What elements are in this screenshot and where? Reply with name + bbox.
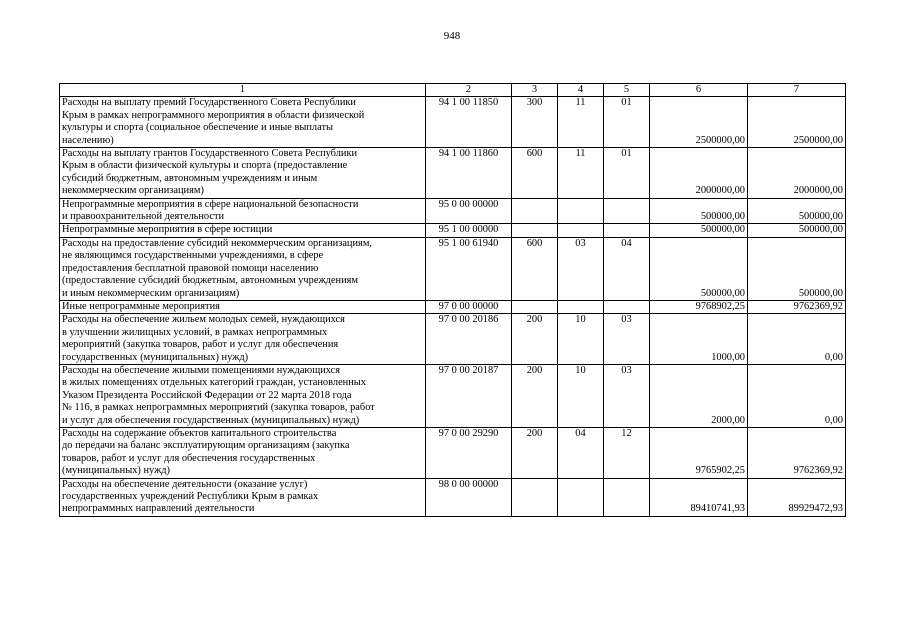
table-row [60, 364, 846, 427]
header-cell-3: 3 [512, 84, 558, 97]
table-row [60, 314, 846, 365]
target-article-code-cell: 97 0 00 20187 [426, 364, 512, 427]
expense-type-cell [512, 478, 558, 516]
expense-name-cell: Непрограммные мероприятия в сфере национальной безопасности и правоохранительной деятельности [60, 198, 426, 224]
amount-year-1-cell: 2000000,00 [650, 148, 748, 199]
expense-name-cell: Расходы на содержание объектов капитального строительства до передачи на баланс эксплуатирующим организациям (закупка товаров, работ и услуг для обеспечения государственных (муниципальных) нужд) [60, 427, 426, 478]
header-cell-5: 5 [604, 84, 650, 97]
amount-year-1-cell: 2500000,00 [650, 97, 748, 148]
section-cell [558, 198, 604, 224]
section-cell: 04 [558, 427, 604, 478]
expense-type-cell: 200 [512, 427, 558, 478]
subsection-cell [604, 224, 650, 237]
header-cell-2: 2 [426, 84, 512, 97]
header-cell-1: 1 [60, 84, 426, 97]
expense-type-cell [512, 224, 558, 237]
amount-year-1-cell: 89410741,93 [650, 478, 748, 516]
budget-table [59, 83, 846, 517]
subsection-cell [604, 478, 650, 516]
target-article-code-cell: 95 1 00 00000 [426, 224, 512, 237]
amount-year-1-cell: 500000,00 [650, 198, 748, 224]
amount-year-2-cell: 0,00 [748, 314, 846, 365]
table-row [60, 300, 846, 313]
section-cell [558, 224, 604, 237]
amount-year-1-cell: 1000,00 [650, 314, 748, 365]
amount-year-1-cell: 500000,00 [650, 237, 748, 300]
expense-name-cell: Расходы на обеспечение жилыми помещениями нуждающихся в жилых помещениях отдельных категорий граждан, установленных Указом Президента Российской Федерации от 22 марта 2018 года № 116, в рамках непрограммных мероприятий (закупка товаров, работ и услуг для обеспечения государственных (муниципальных) нужд) [60, 364, 426, 427]
header-cell-4: 4 [558, 84, 604, 97]
header-cell-6: 6 [650, 84, 748, 97]
subsection-cell [604, 300, 650, 313]
amount-year-2-cell: 0,00 [748, 364, 846, 427]
section-cell: 03 [558, 237, 604, 300]
target-article-code-cell: 94 1 00 11850 [426, 97, 512, 148]
amount-year-1-cell: 9768902,25 [650, 300, 748, 313]
amount-year-2-cell: 89929472,93 [748, 478, 846, 516]
amount-year-2-cell: 500000,00 [748, 237, 846, 300]
subsection-cell: 12 [604, 427, 650, 478]
amount-year-2-cell: 500000,00 [748, 224, 846, 237]
table-row [60, 97, 846, 148]
amount-year-2-cell: 2500000,00 [748, 97, 846, 148]
table-header-row [60, 84, 846, 97]
subsection-cell: 01 [604, 97, 650, 148]
section-cell [558, 300, 604, 313]
header-cell-7: 7 [748, 84, 846, 97]
amount-year-2-cell: 9762369,92 [748, 427, 846, 478]
amount-year-2-cell: 9762369,92 [748, 300, 846, 313]
table-row [60, 478, 846, 516]
table-row [60, 427, 846, 478]
page-number: 948 [443, 30, 461, 42]
amount-year-1-cell: 2000,00 [650, 364, 748, 427]
subsection-cell [604, 198, 650, 224]
subsection-cell: 04 [604, 237, 650, 300]
target-article-code-cell: 97 0 00 00000 [426, 300, 512, 313]
amount-year-1-cell: 500000,00 [650, 224, 748, 237]
target-article-code-cell: 97 0 00 29290 [426, 427, 512, 478]
subsection-cell: 03 [604, 364, 650, 427]
target-article-code-cell: 98 0 00 00000 [426, 478, 512, 516]
section-cell: 11 [558, 97, 604, 148]
expense-name-cell: Расходы на обеспечение деятельности (оказание услуг) государственных учреждений Республики Крым в рамках непрограммных направлений деятельности [60, 478, 426, 516]
expense-name-cell: Расходы на выплату премий Государственного Совета Республики Крым в рамках непрограммного мероприятия в области физической культуры и спорта (социальное обеспечение и иные выплаты населению) [60, 97, 426, 148]
table-row [60, 198, 846, 224]
expense-type-cell: 200 [512, 364, 558, 427]
expense-name-cell: Расходы на предоставление субсидий некоммерческим организациям, не являющимся государственными учреждениями, в сфере предоставления бесплатной правовой помощи населению (предоставление субсидий бюджетным, автономным учреждениям и иным некоммерческим организациям) [60, 237, 426, 300]
expense-type-cell [512, 300, 558, 313]
expense-name-cell: Расходы на обеспечение жильем молодых семей, нуждающихся в улучшении жилищных условий, в рамках непрограммных мероприятий (закупка товаров, работ и услуг для обеспечения государственных (муниципальных) нужд) [60, 314, 426, 365]
expense-name-cell: Непрограммные мероприятия в сфере юстиции [60, 224, 426, 237]
table-row [60, 224, 846, 237]
table-row [60, 237, 846, 300]
section-cell [558, 478, 604, 516]
target-article-code-cell: 94 1 00 11860 [426, 148, 512, 199]
expense-name-cell: Расходы на выплату грантов Государственного Совета Республики Крым в области физической культуры и спорта (предоставление субсидий бюджетным, автономным учреждениям и иным некоммерческим организациям) [60, 148, 426, 199]
expense-type-cell [512, 198, 558, 224]
amount-year-1-cell: 9765902,25 [650, 427, 748, 478]
table-row [60, 148, 846, 199]
expense-type-cell: 600 [512, 237, 558, 300]
section-cell: 10 [558, 364, 604, 427]
expense-name-cell: Иные непрограммные мероприятия [60, 300, 426, 313]
amount-year-2-cell: 500000,00 [748, 198, 846, 224]
target-article-code-cell: 97 0 00 20186 [426, 314, 512, 365]
section-cell: 11 [558, 148, 604, 199]
subsection-cell: 03 [604, 314, 650, 365]
target-article-code-cell: 95 0 00 00000 [426, 198, 512, 224]
expense-type-cell: 300 [512, 97, 558, 148]
expense-type-cell: 200 [512, 314, 558, 365]
expense-type-cell: 600 [512, 148, 558, 199]
amount-year-2-cell: 2000000,00 [748, 148, 846, 199]
target-article-code-cell: 95 1 00 61940 [426, 237, 512, 300]
subsection-cell: 01 [604, 148, 650, 199]
section-cell: 10 [558, 314, 604, 365]
